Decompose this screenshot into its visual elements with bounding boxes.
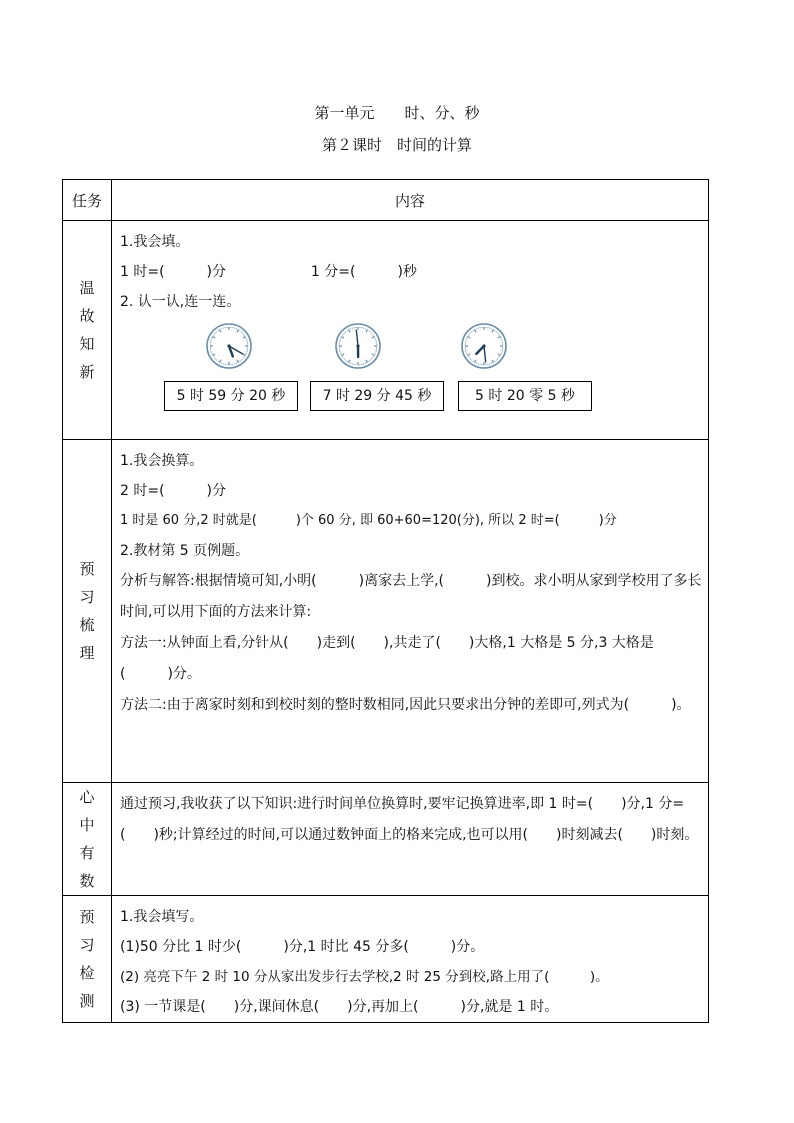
method-one-text: 方法一:从钟面上看,分针从( )走到( ),共走了( )大格,1 大格是 5 分,3 大格是( )分。 [120, 635, 654, 682]
clock-1 [204, 321, 254, 371]
question-text: 2. 认一认,连一连。 [120, 294, 241, 310]
section-label-heart: 心 中 有 数 [63, 783, 112, 896]
column-header-content: 内容 [112, 180, 709, 221]
fill-line: 1 时=( )分 1 分=( )秒 [120, 264, 417, 280]
time-box[interactable]: 5 时 59 分 20 秒 [164, 381, 298, 411]
section-test [63, 896, 709, 1023]
section-content-preview [112, 440, 709, 783]
question-text: 1.我会换算。 [120, 453, 204, 469]
method-two-text: 方法二:由于离家时刻和到校时刻的整时数相同,因此只要求出分钟的差即可,列式为( )。 [120, 697, 691, 713]
analysis-text: 分析与解答:根据情境可知,小明( )离家去上学,( )到校。求小明从家到学校用了多长时间,可以用下面的方法来计算: [120, 573, 702, 620]
question-text: 1.我会填。 [120, 234, 190, 250]
time-box[interactable]: 5 时 20 零 5 秒 [458, 381, 592, 411]
column-header-task: 任务 [63, 180, 112, 221]
section-review [63, 221, 709, 440]
time-box[interactable]: 7 时 29 分 45 秒 [310, 381, 444, 411]
section-label-review: 温 故 知 新 [63, 221, 112, 440]
worksheet-table [62, 179, 709, 1023]
section-label-preview: 预 习 梳 理 [63, 440, 112, 783]
clock-row [120, 317, 708, 379]
clock-2 [333, 321, 383, 371]
section-content-heart [112, 783, 709, 896]
table-header-row [63, 180, 709, 221]
fill-line: (1)50 分比 1 时少( )分,1 时比 45 分多( )分。 [120, 939, 485, 955]
time-box-row [120, 379, 708, 423]
unit-title: 第一单元 时、分、秒 [314, 104, 480, 122]
summary-text: 通过预习,我收获了以下知识:进行时间单位换算时,要牢记换算进率,即 1 时=( )分,1 分=( )秒;计算经过的时间,可以通过数钟面上的格来完成,也可以用( )时刻减去( )时刻。 [120, 796, 699, 843]
lesson-title: 第２课时 时间的计算 [321, 136, 472, 154]
fill-line: 1 时是 60 分,2 时就是( )个 60 分, 即 60+60=120(分), 所以 2 时=( )分 [120, 513, 617, 528]
clock-3 [459, 321, 509, 371]
fill-line: 2 时=( )分 [120, 483, 227, 499]
section-content-test [112, 896, 709, 1023]
section-heart [63, 783, 709, 896]
question-text: 1.我会填写。 [120, 909, 204, 925]
clock-center [356, 344, 359, 347]
clock-center [227, 344, 230, 347]
section-content-review [112, 221, 709, 440]
section-preview [63, 440, 709, 783]
fill-line: (3) 一节课是( )分,课间休息( )分,再加上( )分,就是 1 时。 [120, 999, 559, 1015]
clock-center [482, 344, 485, 347]
section-label-test: 预 习 检 测 [63, 896, 112, 1023]
fill-line: (2) 亮亮下午 2 时 10 分从家出发步行去学校,2 时 25 分到校,路上用了( )。 [120, 969, 609, 985]
question-text: 2.教材第 5 页例题。 [120, 543, 250, 559]
